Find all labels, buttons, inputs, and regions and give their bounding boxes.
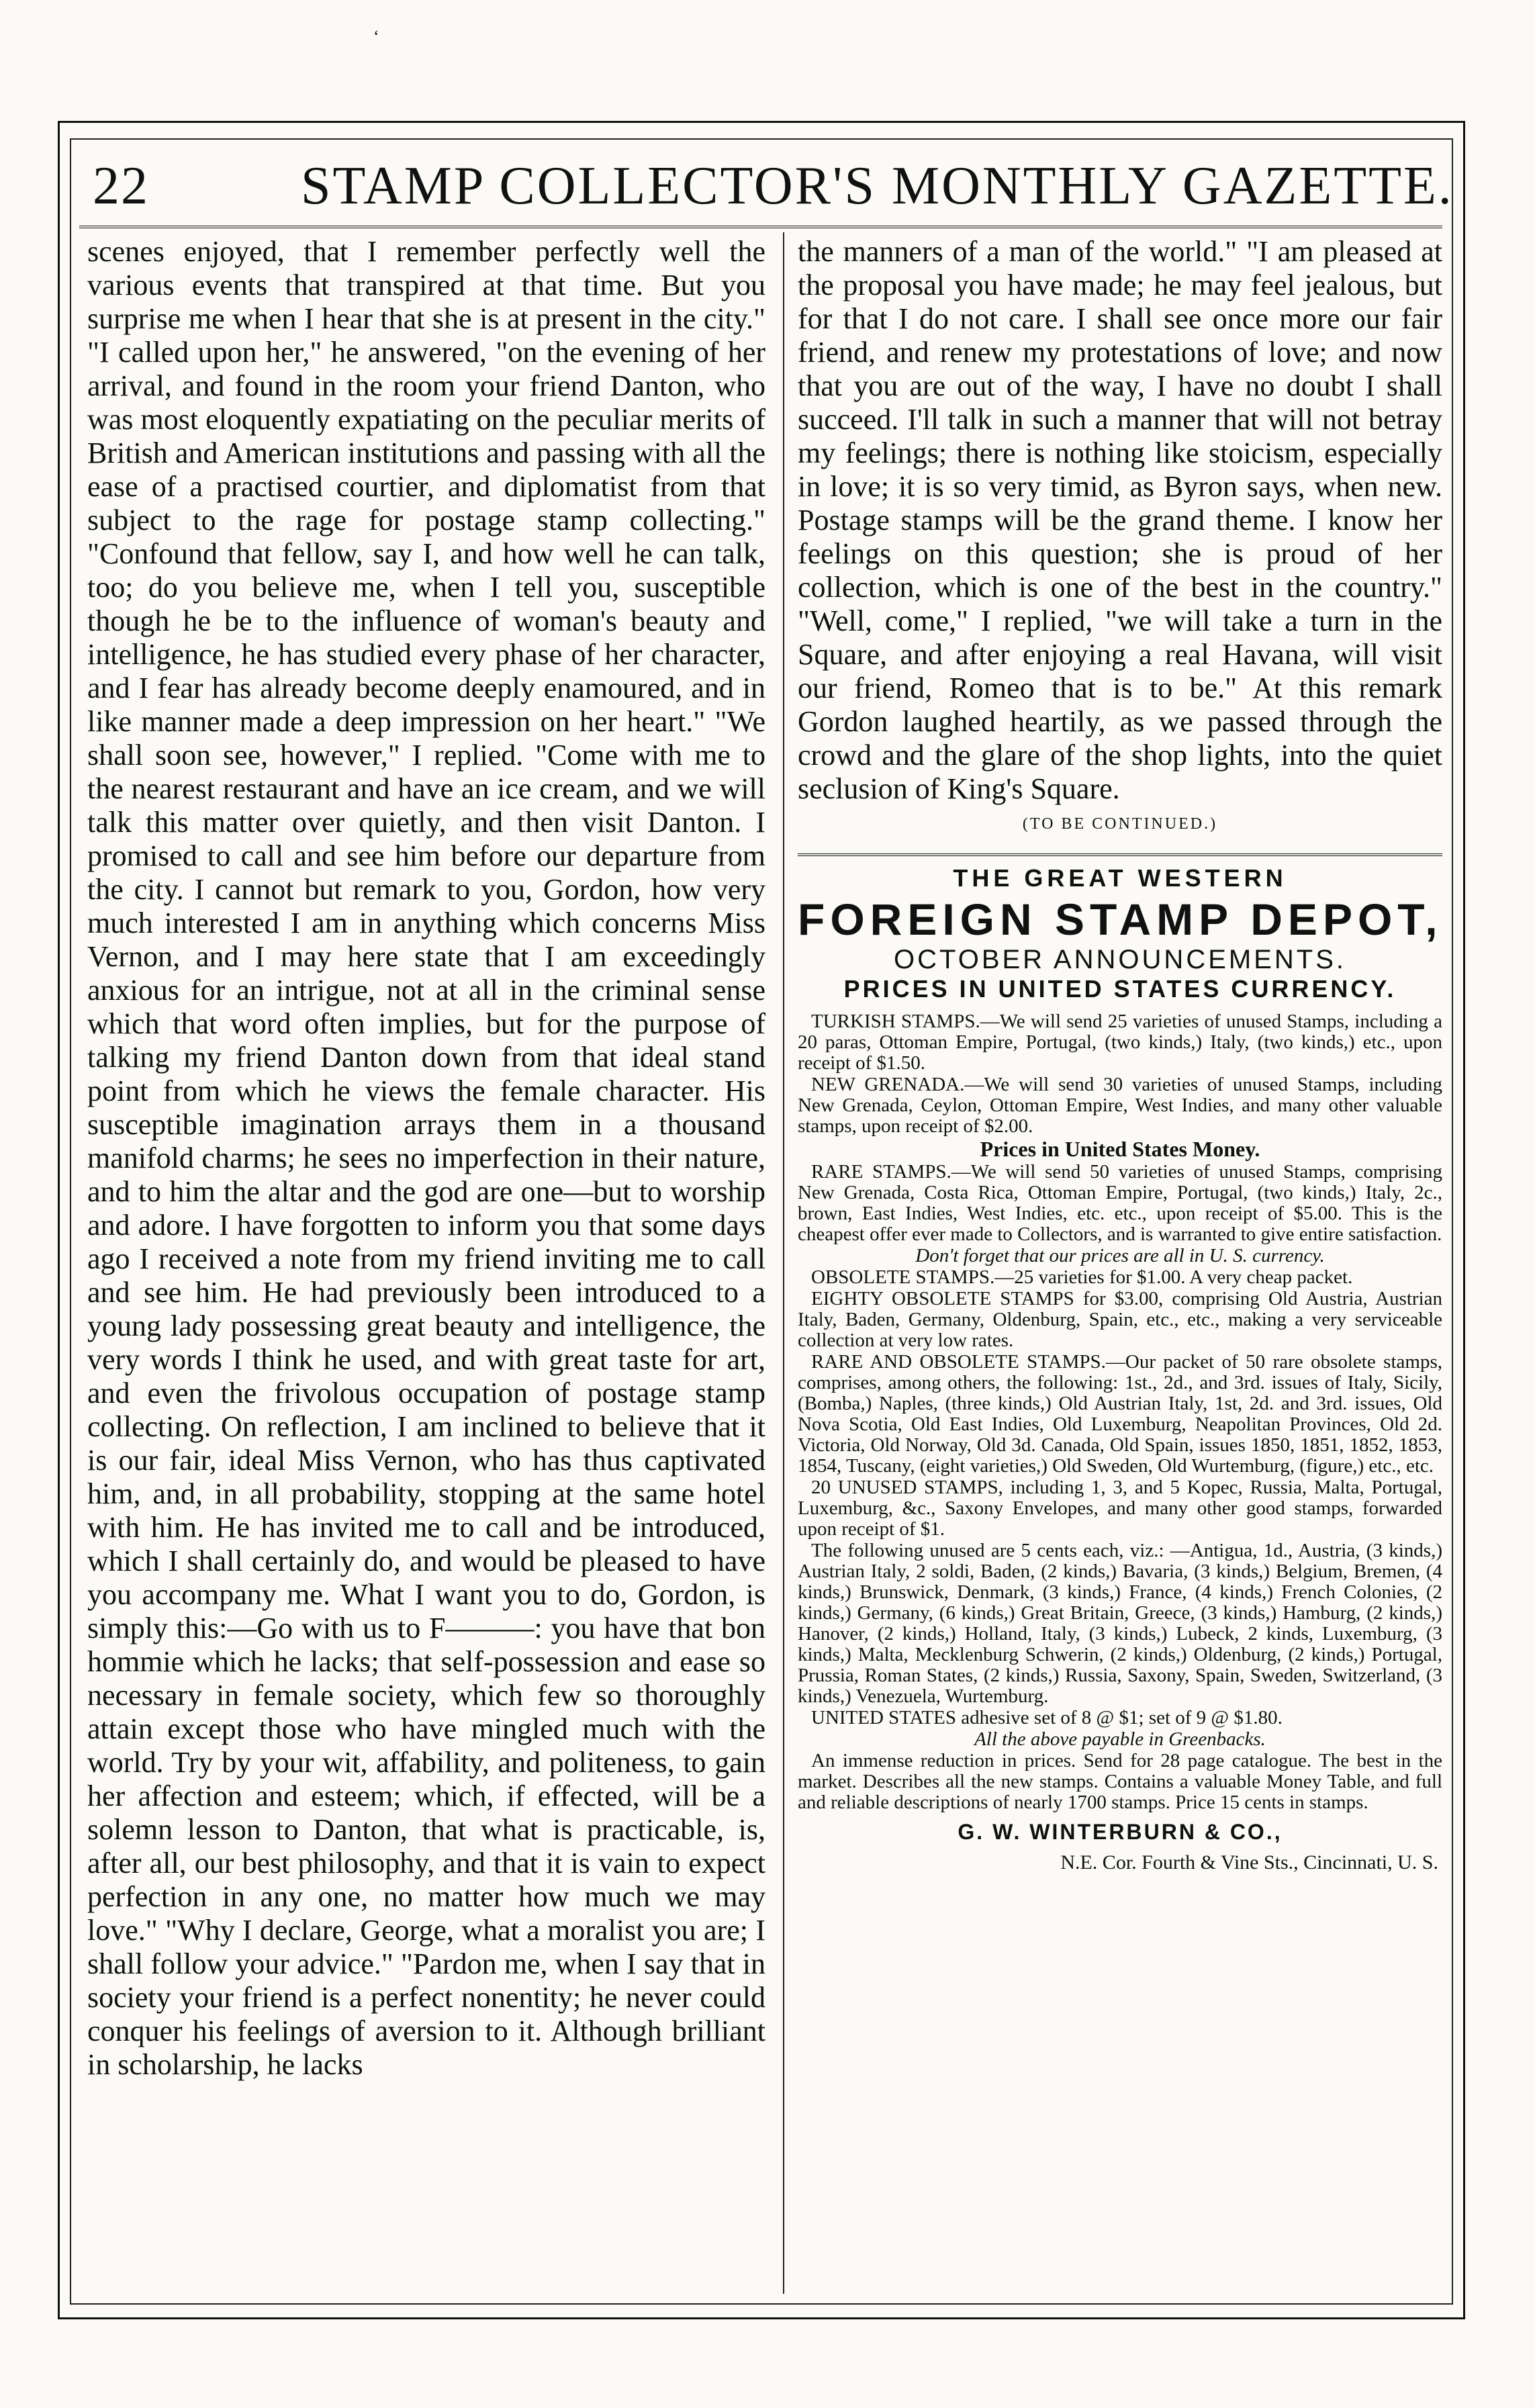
ad-money-heading: Prices in United States Money. xyxy=(980,1137,1260,1161)
ad-offer-new-grenada: NEW GRENADA.—We will send 30 varieties of unused Stamps, including New Grenada, Ceylon, Ottoman Empire, West Indies, and many other valuable stamps, upon receipt of $2.00. xyxy=(798,1074,1442,1137)
story-text-left xyxy=(87,235,765,2082)
page-number: 22 xyxy=(93,156,149,216)
to-be-continued: (TO BE CONTINUED.) xyxy=(1022,815,1218,833)
ad-greenbacks-note: All the above payable in Greenbacks. xyxy=(974,1728,1266,1750)
ad-currency-note: Don't forget that our prices are all in U. S. currency. xyxy=(915,1245,1325,1266)
right-column xyxy=(798,235,1442,1874)
ad-rule xyxy=(798,853,1442,856)
ad-subtitle: OCTOBER ANNOUNCEMENTS. xyxy=(894,945,1346,974)
story-paragraph: scenes enjoyed, that I remember perfectly well the various events that transpired at that time. But you surprise me when I hear that she is at present in the city." "I called upon her," he answered, "on the evening of her arrival, and found in the room your friend Danton, who was most eloquently expatiating on the peculiar merits of British and American institutions and passing with all the ease of a practised courtier, and diplomatist from that subject to the rage for postage stamp collecting." "Confound that fellow, say I, and how well he can talk, too; do you believe me, when I tell you, susceptible though he be to the influence of woman's beauty and intelligence, he has studied every phase of her character, and I fear has already become deeply enamoured, and in like manner made a deep impression on her heart." "We shall soon see, however," I replied. "Come with me to the nearest restaurant and have an ice cream, and we will talk this matter over quietly, and then visit Danton. I promised to call and see him before our departure from the city. I cannot but remark to you, Gordon, how very much interested I am in anything which concerns Miss Vernon, and I may here state that I am exceedingly anxious for an intrigue, not at all in the criminal sense which that word often implies, but for the purpose of talking my friend Danton down from that ideal stand point from which he views the female character. His susceptible imagination arrays them in a thousand manifold charms; he sees no imperfection in their nature, and to him the altar and the god are one—but to worship and adore. I have forgotten to inform you that some days ago I received a note from my friend inviting me to call and see him. He had previously been introduced to a young lady possessing great beauty and intelligence, the very words I think he used, and with great taste for art, and even the frivolous occupation of postage stamp collecting. On reflection, I am inclined to believe that it is our fair, ideal Miss Vernon, who has thus captivated him, and, in all probability, stopping at the same hotel with him. He has invited me to call and be introduced, which I shall certainly do, and would be pleased to have you accompany me. What I want you to do, Gordon, is simply this:—Go with us to F———: you have that bon hommie which he lacks; that self-possession and ease so necessary in female society, which few so thoroughly attain except those who have mingled much with the world. Try by your wit, affability, and politeness, to gain her affection and esteem; which, if effected, will be a solemn lesson to Danton, that what is practicable, is, after all, our best philosophy, and that it is vain to expect perfection in any one, no matter how much we may love." "Why I declare, George, what a moralist you are; I shall follow your advice." "Pardon me, when I say that in society your friend is a perfect nonentity; he never could conquer his feelings of aversion to it. Although brilliant in scholarship, he lacks xyxy=(87,235,765,2081)
advertisement xyxy=(798,864,1442,1874)
ad-offer-obsolete: OBSOLETE STAMPS.—25 varieties for $1.00. A very cheap packet. xyxy=(811,1266,1353,1288)
ad-offer-turkish: TURKISH STAMPS.—We will send 25 varieties of unused Stamps, including a 20 paras, Ottoman Empire, Portugal, (two kinds,) Italy, (two kinds,) etc., upon receipt of $1.50. xyxy=(798,1011,1442,1074)
ad-title: FOREIGN STAMP DEPOT, xyxy=(798,894,1443,944)
story-paragraph: the manners of a man of the world." "I am pleased at the proposal you have made; he may feel jealous, but for that I do not care. I shall see once more our fair friend, and renew my protestations of love; and now that you are out of the way, I have no doubt I shall succeed. I'll talk in such a manner that will not betray my feelings; there is nothing like stoicism, especially in love; it is so very timid, as Byron says, when new. Postage stamps will be the grand theme. I know her feelings on this question; she is proud of her collection, which is one of the best in the country." "Well, come," I replied, "we will take a turn in the Square, and after enjoying a real Havana, will visit our friend, Romeo that is to be." At this remark Gordon laughed heartily, as we passed through the crowd and the glare of the shop lights, into the quiet seclusion of King's Square. xyxy=(798,235,1442,805)
ad-offer-five-cents: The following unused are 5 cents each, viz.: —Antigua, 1d., Austria, (3 kinds,) Austrian Italy, 2 soldi, Baden, (2 kinds,) Bavaria, (3 kinds,) Belgium, Bremen, (4 kinds,) Brunswick, Denmark, (3 kinds,) France, (4 kinds,) French Colonies, (2 kinds,) Germany, (6 kinds,) Great Britain, Greece, (3 kinds,) Hamburg, (2 kinds,) Hanover, (2 kinds,) Holland, Italy, (3 kinds,) Lubeck, 2 kinds, Luxemburg, (3 kinds,) Malta, Mecklenburg Schwerin, (2 kinds,) Oldenburg, (2 kinds,) Portugal, Prussia, Roman States, (2 kinds,) Russia, Saxony, Spain, Sweden, Switzerland, (3 kinds,) Venezuela, Wurtemburg. xyxy=(798,1540,1442,1707)
ad-offer-united-states: UNITED STATES adhesive set of 8 @ $1; set of 9 @ $1.80. xyxy=(811,1707,1283,1728)
ad-catalogue: An immense reduction in prices. Send for 28 page catalogue. The best in the market. Describes all the new stamps. Contains a valuable Money Table, and full and reliable descriptions of nearly 1700 stamps. Price 15 cents in stamps. xyxy=(798,1750,1442,1813)
ad-signature: G. W. WINTERBURN & CO., xyxy=(958,1820,1283,1844)
story-text-right xyxy=(798,235,1442,806)
ad-kicker: THE GREAT WESTERN xyxy=(953,864,1287,892)
ad-address: N.E. Cor. Fourth & Vine Sts., Cincinnati, U. S. xyxy=(1060,1851,1438,1873)
ad-offer-rare-obsolete: RARE AND OBSOLETE STAMPS.—Our packet of 50 rare obsolete stamps, comprises, among others, the following: 1st., 2d., and 3rd. issues of Italy, Sicily, (Bomba,) Naples, (three kinds,) Old Austrian Italy, 1st, 2d. and 3rd. issues, Old Nova Scotia, Old East Indies, Old Luxemburg, Neapolitan Provinces, Old 2d. Victoria, Old Norway, Old 3d. Canada, Old Spain, issues 1850, 1851, 1852, 1853, 1854, Tuscany, (eight varieties,) Old Sweden, Old Wurtemburg, (figure,) etc., etc. xyxy=(798,1351,1442,1477)
ad-currency-line: PRICES IN UNITED STATES CURRENCY. xyxy=(843,975,1397,1003)
left-column xyxy=(87,235,765,2082)
ad-offer-rare: RARE STAMPS.—We will send 50 varieties of unused Stamps, comprising New Grenada, Costa Rica, Ottoman Empire, Portugal, (two kinds,) Italy, 2c., brown, East Indies, West Indies, etc. etc., upon receipt of $5.00. This is the cheapest offer ever made to Collectors, and is warranted to give entire satisfaction. xyxy=(798,1161,1442,1245)
ad-body xyxy=(798,1011,1442,1813)
column-divider xyxy=(783,232,784,2294)
gazette-title: STAMP COLLECTOR'S MONTHLY GAZETTE. xyxy=(301,156,1454,216)
header-rule xyxy=(79,226,1442,228)
stray-mark: ‘ xyxy=(373,27,379,46)
ad-offer-unused: 20 UNUSED STAMPS, including 1, 3, and 5 Kopec, Russia, Malta, Portugal, Luxemburg, &c., Saxony Envelopes, and many other good stamps, forwarded upon receipt of $1. xyxy=(798,1477,1442,1540)
page-header xyxy=(79,153,1454,222)
ad-offer-eighty: EIGHTY OBSOLETE STAMPS for $3.00, comprising Old Austria, Austrian Italy, Baden, Germany, Oldenburg, Spain, etc., etc., making a very serviceable collection at very low rates. xyxy=(798,1288,1442,1351)
